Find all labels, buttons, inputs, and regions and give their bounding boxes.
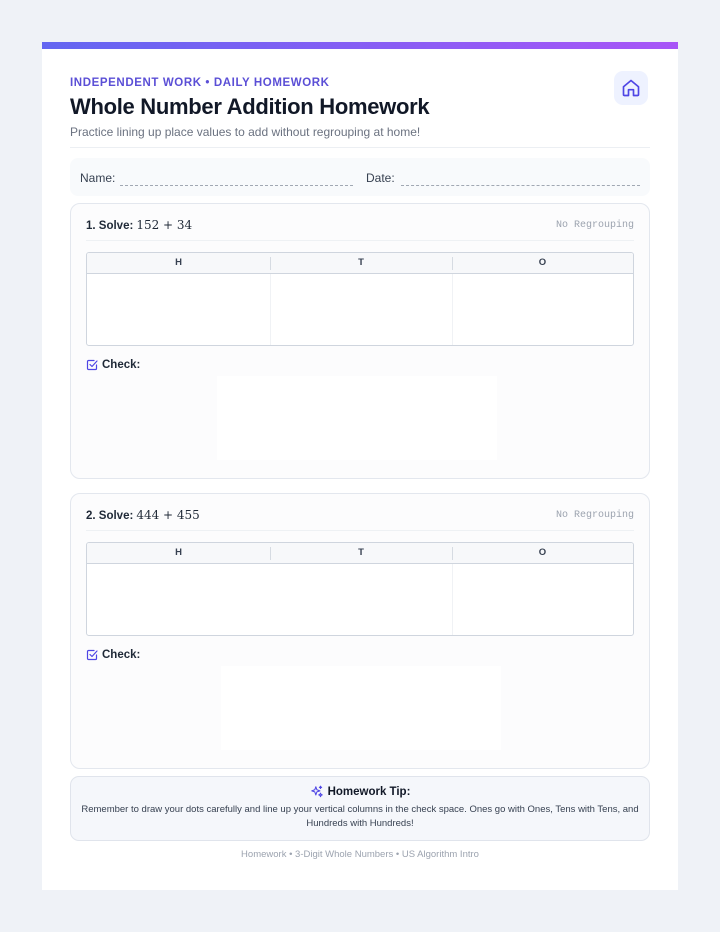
column-separator	[452, 274, 453, 345]
checkbox-icon	[86, 649, 98, 661]
column-separator	[270, 274, 271, 345]
home-icon	[621, 78, 641, 98]
check-label: Check:	[86, 359, 140, 371]
problem-expression: 444 + 455	[136, 508, 200, 522]
page-subtitle: Practice lining up place values to add without regrouping at home!	[70, 125, 421, 139]
regrouping-tag: No Regrouping	[555, 220, 634, 231]
home-button[interactable]	[614, 71, 648, 105]
date-field[interactable]	[401, 185, 640, 186]
date-label: Date:	[366, 171, 395, 185]
column-separator	[270, 547, 271, 560]
worksheet-page	[42, 42, 678, 890]
column-hundreds: H	[175, 547, 182, 558]
column-ones: O	[538, 257, 547, 268]
card-divider	[86, 240, 634, 241]
column-tens: T	[358, 547, 364, 558]
card-divider	[86, 530, 634, 531]
column-separator	[452, 257, 453, 270]
regrouping-tag: No Regrouping	[555, 510, 634, 521]
problem-expression: 152 + 34	[136, 218, 193, 232]
tip-heading: Homework Tip:	[71, 785, 649, 799]
check-work-area[interactable]	[221, 666, 501, 750]
sparkles-icon	[310, 785, 324, 799]
problem-label: 2. Solve: 444 + 455	[86, 508, 200, 522]
column-separator	[452, 564, 453, 635]
place-value-chart	[86, 252, 634, 346]
header-divider	[70, 147, 650, 148]
check-work-area[interactable]	[217, 376, 497, 460]
eyebrow-label: INDEPENDENT WORK • DAILY HOMEWORK	[70, 77, 330, 89]
problem-card-1	[70, 203, 650, 479]
homework-tip	[70, 776, 650, 841]
name-date-bar	[70, 158, 650, 196]
name-label: Name:	[80, 171, 116, 185]
problem-label: 1. Solve: 152 + 34	[86, 218, 193, 232]
column-separator	[270, 257, 271, 270]
column-separator	[452, 547, 453, 560]
column-tens: T	[358, 257, 364, 268]
name-field[interactable]	[120, 185, 353, 186]
page-footer: Homework • 3-Digit Whole Numbers • US Algorithm Intro	[241, 849, 479, 860]
column-hundreds: H	[175, 257, 182, 268]
tip-text: Remember to draw your dots carefully and line up your vertical columns in the check space. Ones go with Ones, Tens with Tens, and Hundreds with Hundreds!	[81, 804, 639, 829]
problem-card-2	[70, 493, 650, 769]
page-title: Whole Number Addition Homework	[70, 94, 430, 119]
accent-bar	[42, 42, 678, 49]
column-ones: O	[538, 547, 547, 558]
place-value-chart	[86, 542, 634, 636]
check-label: Check:	[86, 649, 140, 661]
checkbox-icon	[86, 359, 98, 371]
